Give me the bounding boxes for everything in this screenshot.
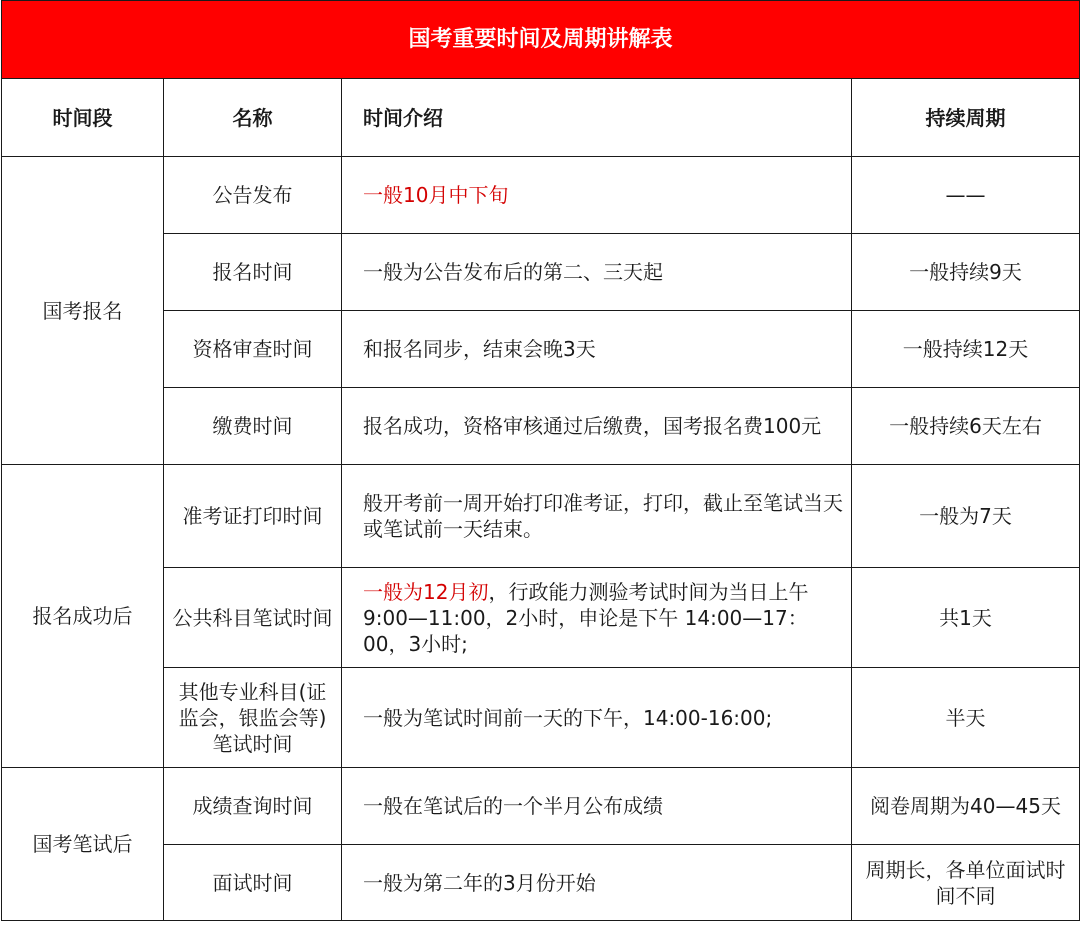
group-label: 国考报名 xyxy=(2,157,164,465)
row-intro xyxy=(342,668,852,768)
row-duration: 一般持续6天左右 xyxy=(852,388,1080,465)
row-duration: 共1天 xyxy=(852,568,1080,668)
intro-text: 一般为笔试时间前一天的下午，14:00-16:00; xyxy=(363,705,773,730)
table-row xyxy=(2,388,1080,465)
table-row xyxy=(2,668,1080,768)
row-duration: 一般为7天 xyxy=(852,465,1080,568)
table-row xyxy=(2,845,1080,921)
row-intro xyxy=(342,234,852,311)
row-name: 公告发布 xyxy=(164,157,342,234)
schedule-table xyxy=(1,0,1080,921)
row-duration: 周期长，各单位面试时间不同 xyxy=(852,845,1080,921)
row-duration: 一般持续12天 xyxy=(852,311,1080,388)
header-period: 时间段 xyxy=(2,79,164,157)
row-name: 准考证打印时间 xyxy=(164,465,342,568)
intro-text: 报名成功，资格审核通过后缴费，国考报名费100元 xyxy=(363,414,822,438)
row-intro xyxy=(342,311,852,388)
group-label: 国考笔试后 xyxy=(2,768,164,921)
table-row xyxy=(2,157,1080,234)
table-row xyxy=(2,234,1080,311)
row-name: 公共科目笔试时间 xyxy=(164,568,342,668)
intro-highlight: 一般10月中下旬 xyxy=(363,183,509,207)
intro-text: 和报名同步，结束会晚3天 xyxy=(363,337,596,361)
intro-text: 一般为第二年的3月份开始 xyxy=(363,870,596,895)
table-row xyxy=(2,311,1080,388)
row-intro xyxy=(342,768,852,845)
row-intro xyxy=(342,568,852,668)
group-label: 报名成功后 xyxy=(2,465,164,768)
row-name: 缴费时间 xyxy=(164,388,342,465)
intro-text: 一般为公告发布后的第二、三天起 xyxy=(363,260,663,284)
intro-text: ，行政能力测验考试时间为当日上午9:00—11:00，2小时，申论是下午 14:00—17：00，3小时; xyxy=(363,579,809,656)
row-intro xyxy=(342,465,852,568)
table-title: 国考重要时间及周期讲解表 xyxy=(2,1,1080,79)
title-row xyxy=(2,1,1080,79)
intro-text: 一般在笔试后的一个半月公布成绩 xyxy=(363,794,663,818)
row-duration: 半天 xyxy=(852,668,1080,768)
row-intro xyxy=(342,845,852,921)
row-intro xyxy=(342,157,852,234)
header-name: 名称 xyxy=(164,79,342,157)
intro-text: 般开考前一周开始打印准考证，打印，截止至笔试当天或笔试前一天结束。 xyxy=(363,491,843,541)
table-row xyxy=(2,568,1080,668)
header-duration: 持续周期 xyxy=(852,79,1080,157)
row-name: 成绩查询时间 xyxy=(164,768,342,845)
row-intro xyxy=(342,388,852,465)
intro-highlight: 一般为12月初 xyxy=(363,579,489,604)
row-name: 资格审查时间 xyxy=(164,311,342,388)
header-intro: 时间介绍 xyxy=(342,79,852,157)
row-duration: 一般持续9天 xyxy=(852,234,1080,311)
row-name: 其他专业科目(证监会，银监会等)笔试时间 xyxy=(164,668,342,768)
header-row xyxy=(2,79,1080,157)
table-row xyxy=(2,768,1080,845)
row-duration: 阅卷周期为40—45天 xyxy=(852,768,1080,845)
row-name: 面试时间 xyxy=(164,845,342,921)
row-duration: —— xyxy=(852,157,1080,234)
row-name: 报名时间 xyxy=(164,234,342,311)
table-row xyxy=(2,465,1080,568)
